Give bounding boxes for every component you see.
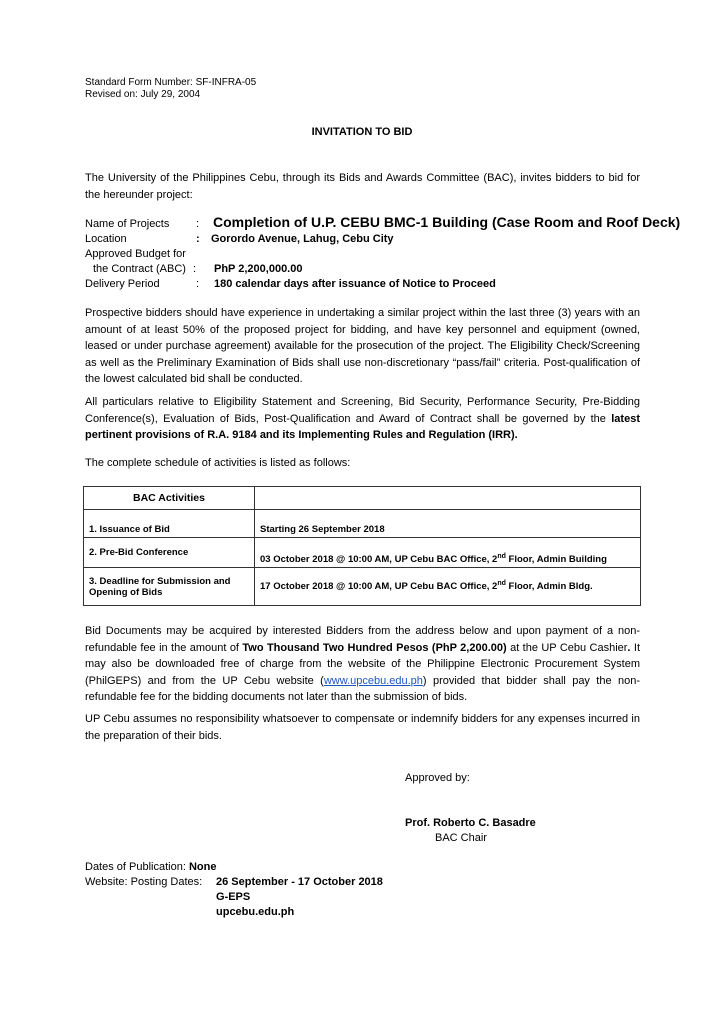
particulars-text: All particulars relative to Eligibility Statement and Screening, Bid Security, Performance Security, Pre-Bidding Conference(s), Evaluation of Bids, Post-Qualification and Award of Contract shall be governed by the [85,396,640,425]
ordinal-suffix: nd [497,580,506,588]
date-cell [255,568,641,606]
publication-value: None [188,861,217,873]
delivery-value: 180 calendar days after issuance of Notice to Proceed [214,278,496,290]
docs-fee: Two Thousand Two Hundred Pesos (PhP 2,200.00) [242,641,507,654]
activity-cell: 2. Pre-Bid Conference [84,538,255,568]
docs-text: It may also be downloaded free of charge from the website of the Philippine Electronic Procurement System (PhilGEPS) and from the UP Cebu website ( [85,641,640,687]
table-header-blank [255,487,641,510]
form-number: Standard Form Number: SF-INFRA-05 [85,77,257,88]
table-header-activities: BAC Activities [84,487,255,510]
colon: : [196,278,200,290]
activity-cell: 3. Deadline for Submission and Opening of Bids [84,568,255,606]
form-header [85,77,256,101]
project-name-label: Name of Projects [85,218,170,230]
publication-dates [85,860,216,875]
particulars-paragraph [85,394,640,444]
date-text: 03 October 2018 @ 10:00 AM, UP Cebu BAC Office, 2 [260,554,498,565]
ordinal-suffix: nd [497,552,506,560]
budget-label-line1: Approved Budget for [85,248,186,260]
docs-text: ) provided that bidder shall pay the non-refundable fee for the bidding documents not later than the submission of bids. [85,674,640,703]
document-title: INVITATION TO BID [311,126,413,138]
location-value: Gorordo Avenue, Lahug, Cebu City [211,233,394,245]
date-cell [255,538,641,568]
colon: : [193,263,197,275]
table-row [84,510,641,538]
approver-name: Prof. Roberto C. Basadre [405,817,536,829]
date-text-rest: Floor, Admin Building [505,554,607,565]
table-row [84,568,641,606]
docs-text: Bid Documents may be acquired by interested Bidders from the address below and upon payment of a non-refundable fee in the amount of [85,625,640,654]
experience-paragraph: Prospective bidders should have experience in undertaking a similar project within the last three (3) years with an amount of at least 50% of the proposed project for bidding, and have key personnel and equipment (owned, leased or under purchase agreement) available for the prosecution of the project. The Eligibility Check/Screening as well as the Preliminary Examination of Bids shall use non-discretionary “pass/fail” criteria. Post-qualification of the lowest calculated bid shall be conducted. [85,307,640,385]
location-label: Location [85,233,127,245]
approved-by-label: Approved by: [405,772,470,784]
colon: : [196,218,200,230]
docs-period: . [627,641,631,654]
schedule-table [83,486,641,606]
colon: : [196,233,200,245]
upcebu-website-link[interactable]: www.upcebu.edu.ph [323,674,423,687]
table-header-row [84,487,641,510]
docs-text: at the UP Cebu Cashier [506,641,628,654]
table-row [84,538,641,568]
delivery-label: Delivery Period [85,278,160,290]
activity-cell: 1. Issuance of Bid [84,510,255,538]
revision-date: Revised on: July 29, 2004 [85,89,201,100]
date-text: Starting 26 September 2018 [260,524,385,535]
date-text: 17 October 2018 @ 10:00 AM, UP Cebu BAC Office, 2 [260,581,498,593]
website-posting-label: Website: Posting Dates: [85,876,203,888]
budget-value: PhP 2,200,000.00 [214,263,303,275]
particulars-emphasis: latest pertinent provisions of R.A. 9184 and its Implementing Rules and Regulation (IRR). [85,412,640,441]
website-posting-dates: 26 September - 17 October 2018 [216,876,383,888]
bid-documents-paragraph [85,623,640,706]
posting-site-upcebu: upcebu.edu.ph [216,906,295,918]
publication-label: Dates of Publication: [85,861,189,873]
posting-site-geps: G-EPS [216,891,251,903]
project-name-value: Completion of U.P. CEBU BMC-1 Building (Case Room and Roof Deck) [213,214,681,230]
schedule-intro: The complete schedule of activities is listed as follows: [85,457,351,469]
date-cell [255,510,641,538]
approver-position: BAC Chair [435,832,487,844]
disclaimer-paragraph: UP Cebu assumes no responsibility whatsoever to compensate or indemnify bidders for any expenses incurred in the preparation of their bids. [85,713,640,742]
budget-label-line2: the Contract (ABC) [93,263,186,275]
intro-paragraph: The University of the Philippines Cebu, through its Bids and Awards Committee (BAC), invites bidders to bid for the hereunder project: [85,172,640,201]
date-text-rest: Floor, Admin Bldg. [505,581,593,593]
